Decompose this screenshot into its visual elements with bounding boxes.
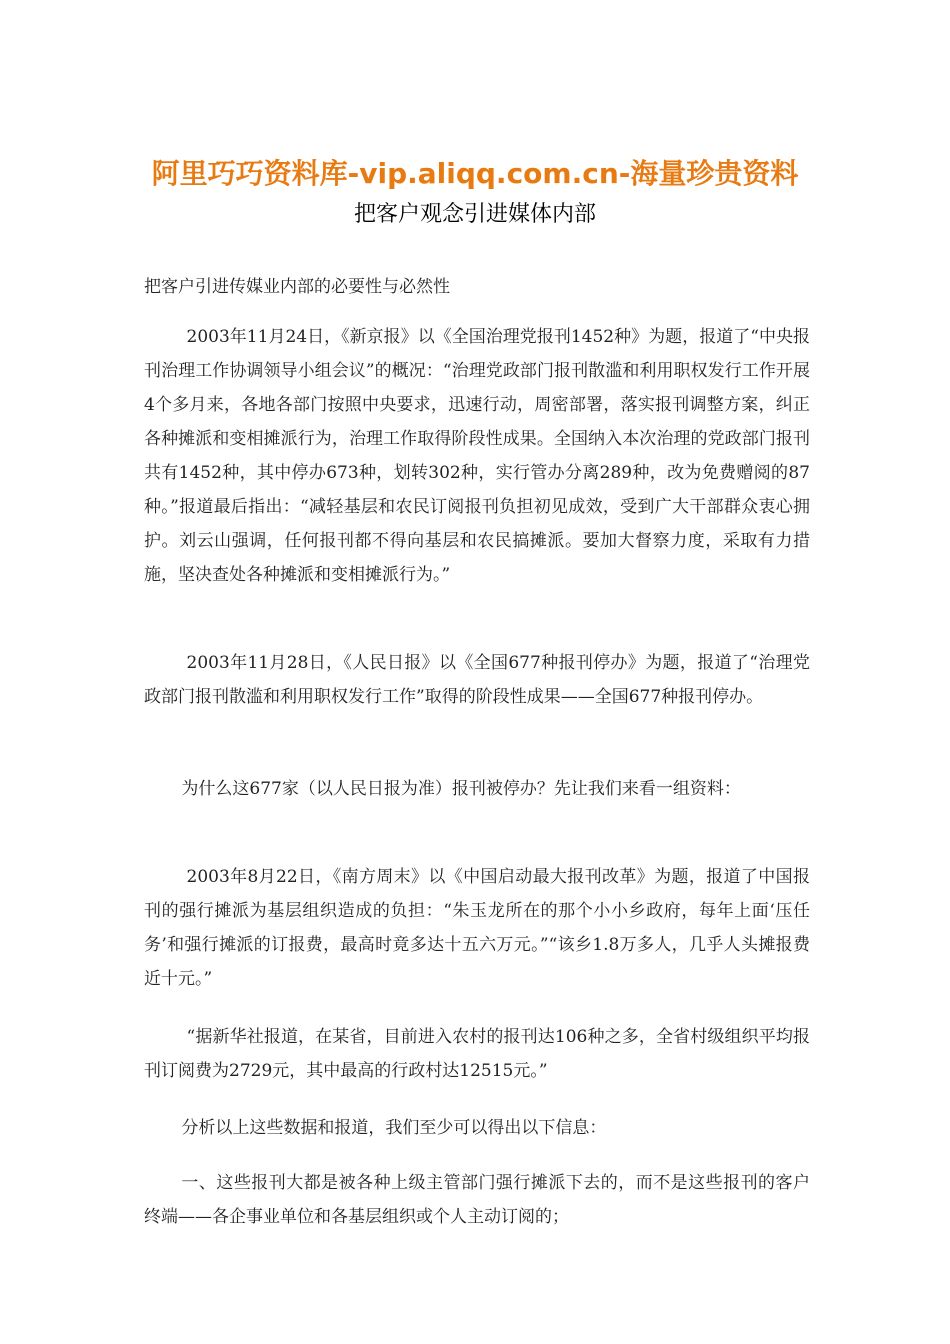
paragraph-text: “据新华社报道，在某省，目前进入农村的报刊达106种之多，全省村级组织平均报刊订阅费为2729元，其中最高的行政村达12515元。” [144, 1027, 810, 1081]
paragraph-1 [144, 320, 810, 592]
paragraph-text: 一、这些报刊大都是被各种上级主管部门强行摊派下去的，而不是这些报刊的客户终端——各企事业单位和各基层组织或个人主动订阅的； [144, 1173, 810, 1227]
section-subheading [144, 270, 810, 304]
paragraph-4 [144, 860, 810, 996]
paragraph-5 [144, 1020, 810, 1088]
paragraph-text: 2003年8月22日，《南方周末》以《中国启动最大报刊改革》为题，报道了中国报刊的强行摊派为基层组织造成的负担：“朱玉龙所在的那个小小乡政府，每年上面‘压任务’和强行摊派的订报费，最高时竟多达十五六万元。”“该乡1.8万多人，几乎人头摊报费近十元。” [144, 867, 810, 989]
site-banner: 阿里巧巧资料库-vip.aliqq.com.cn-海量珍贵资料 [151, 157, 799, 190]
subheading-text: 把客户引进传媒业内部的必要性与必然性 [144, 277, 450, 297]
paragraph-text: 2003年11月24日，《新京报》以《全国治理党报刊1452种》为题，报道了“中央报刊治理工作协调领导小组会议”的概况：“治理党政部门报刊散滥和利用职权发行工作开展4个多月来，各地各部门按照中央要求，迅速行动，周密部署，落实报刊调整方案，纠正各种摊派和变相摊派行为，治理工作取得阶段性成果。全国纳入本次治理的党政部门报刊共有1452种，其中停办673种，划转302种，实行管办分离289种，改为免费赠阅的87种。”报道最后指出：“减轻基层和农民订阅报刊负担初见成效，受到广大干部群众衷心拥护。刘云山强调，任何报刊都不得向基层和农民搞摊派。要加大督察力度，采取有力措施，坚决查处各种摊派和变相摊派行为。” [144, 327, 810, 585]
paragraph-7 [144, 1166, 810, 1234]
document-title: 把客户观念引进媒体内部 [353, 202, 596, 227]
paragraph-6 [144, 1111, 810, 1145]
paragraph-2 [144, 646, 810, 714]
paragraph-text: 分析以上这些数据和报道，我们至少可以得出以下信息： [181, 1118, 607, 1138]
paragraph-text: 2003年11月28日，《人民日报》以《全国677种报刊停办》为题，报道了“治理党政部门报刊散滥和利用职权发行工作”取得的阶段性成果——全国677种报刊停办。 [144, 653, 810, 707]
paragraph-text: 为什么这677家（以人民日报为准）报刊被停办？先让我们来看一组资料： [181, 779, 741, 799]
paragraph-3 [144, 772, 810, 806]
